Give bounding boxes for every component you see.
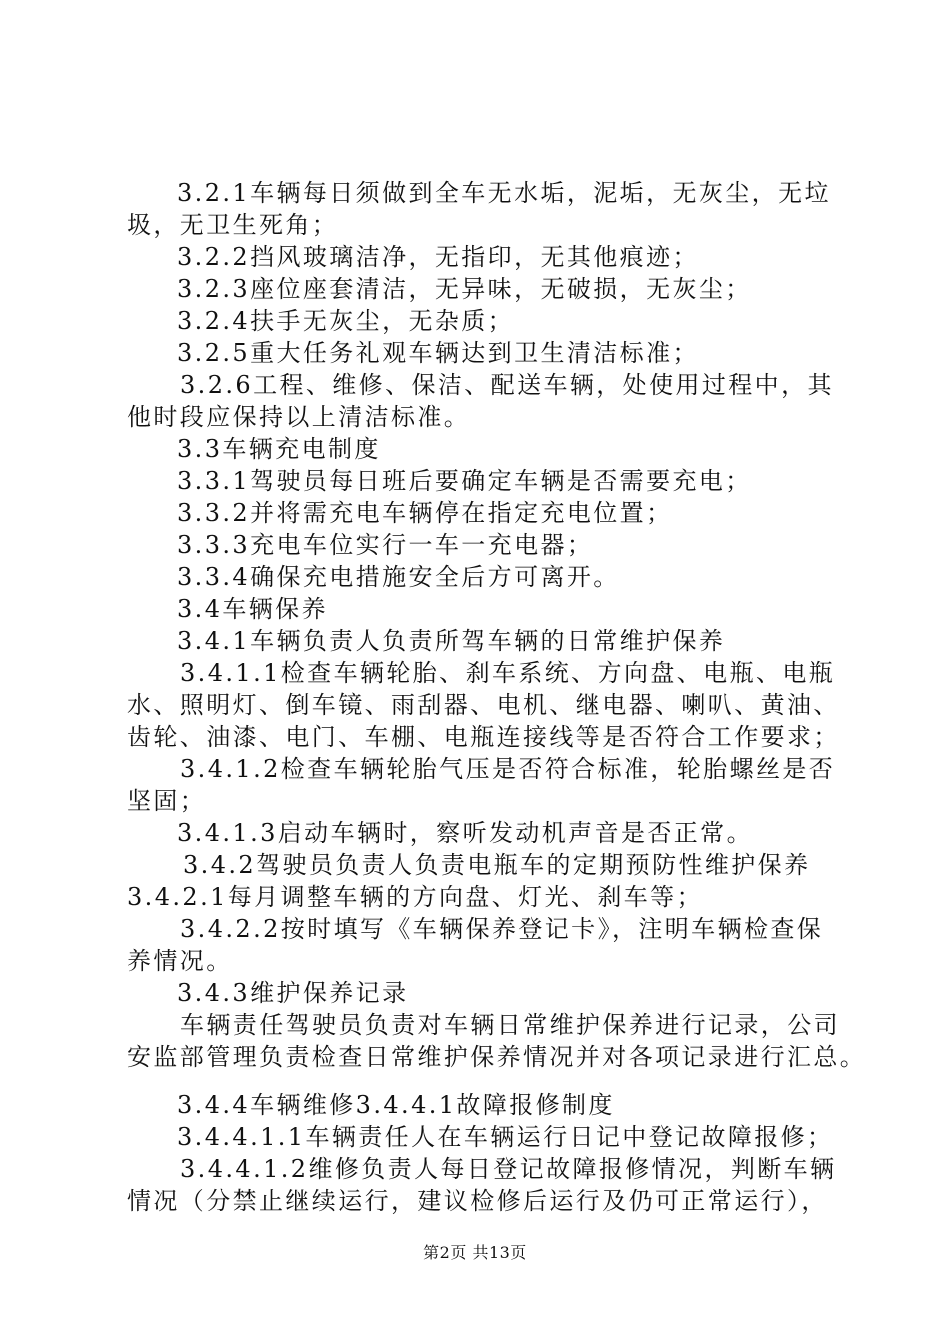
text-line: 3.3.2并将需充电车辆停在指定充电位置； xyxy=(177,499,673,527)
text-line: 3.3.3充电车位实行一车一充电器； xyxy=(177,531,594,559)
text-line: 3.4.2.2按时填写《车辆保养登记卡》，注明车辆检查保 xyxy=(180,915,824,943)
page-number-footer: 第2页 共13页 xyxy=(423,1243,527,1262)
text-line: 车辆责任驾驶员负责对车辆日常维护保养进行记录，公司 xyxy=(180,1011,840,1039)
text-line: 圾，无卫生死角； xyxy=(127,211,339,239)
text-line: 安监部管理负责检查日常维护保养情况并对各项记录进行汇总。 xyxy=(127,1043,867,1071)
text-line: 3.4.1.1检查车辆轮胎、刹车系统、方向盘、电瓶、电瓶 xyxy=(180,659,836,687)
text-line: 齿轮、油漆、电门、车棚、电瓶连接线等是否符合工作要求； xyxy=(127,723,840,751)
text-line: 3.2.4扶手无灰尘，无杂质； xyxy=(177,307,515,335)
text-line: 3.2.6工程、维修、保洁、配送车辆，处使用过程中，其 xyxy=(180,371,834,399)
section-heading: 3.4.4车辆维修3.4.4.1故障报修制度 xyxy=(177,1091,615,1119)
text-line: 3.4.1.2检查车辆轮胎气压是否符合标准，轮胎螺丝是否 xyxy=(180,755,836,783)
text-line: 3.4.2驾驶员负责人负责电瓶车的定期预防性维护保养 xyxy=(183,851,811,879)
text-line: 3.2.2挡风玻璃洁净，无指印，无其他痕迹； xyxy=(177,243,699,271)
text-line: 3.4.4.1.2维修负责人每日登记故障报修情况，判断车辆 xyxy=(180,1155,837,1183)
text-line: 情况（分禁止继续运行，建议检修后运行及仍可正常运行）， xyxy=(127,1187,828,1215)
text-line: 他时段应保持以上清洁标准。 xyxy=(127,403,471,431)
section-heading: 3.4.3维护保养记录 xyxy=(177,979,409,1007)
section-heading: 3.3车辆充电制度 xyxy=(177,435,381,463)
text-line: 3.4.1车辆负责人负责所驾车辆的日常维护保养 xyxy=(177,627,726,655)
text-line: 3.4.4.1.1车辆责任人在车辆运行日记中登记故障报修； xyxy=(177,1123,834,1151)
text-line: 3.4.2.1每月调整车辆的方向盘、灯光、刹车等； xyxy=(127,883,703,911)
text-line: 3.4.1.3启动车辆时，察听发动机声音是否正常。 xyxy=(177,819,753,847)
text-line: 养情况。 xyxy=(127,947,233,975)
text-line: 3.2.3座位座套清洁，无异味，无破损，无灰尘； xyxy=(177,275,752,303)
section-heading: 3.4车辆保养 xyxy=(177,595,328,623)
text-line: 水、照明灯、倒车镜、雨刮器、电机、继电器、喇叭、黄油、 xyxy=(127,691,840,719)
text-line: 3.3.1驾驶员每日班后要确定车辆是否需要充电； xyxy=(177,467,752,495)
text-line: 3.3.4确保充电措施安全后方可离开。 xyxy=(177,563,620,591)
text-line: 3.2.5重大任务礼观车辆达到卫生清洁标准； xyxy=(177,339,699,367)
text-line: 坚固； xyxy=(127,787,207,815)
text-line: 3.2.1车辆每日须做到全车无水垢，泥垢，无灰尘，无垃 xyxy=(177,179,831,207)
